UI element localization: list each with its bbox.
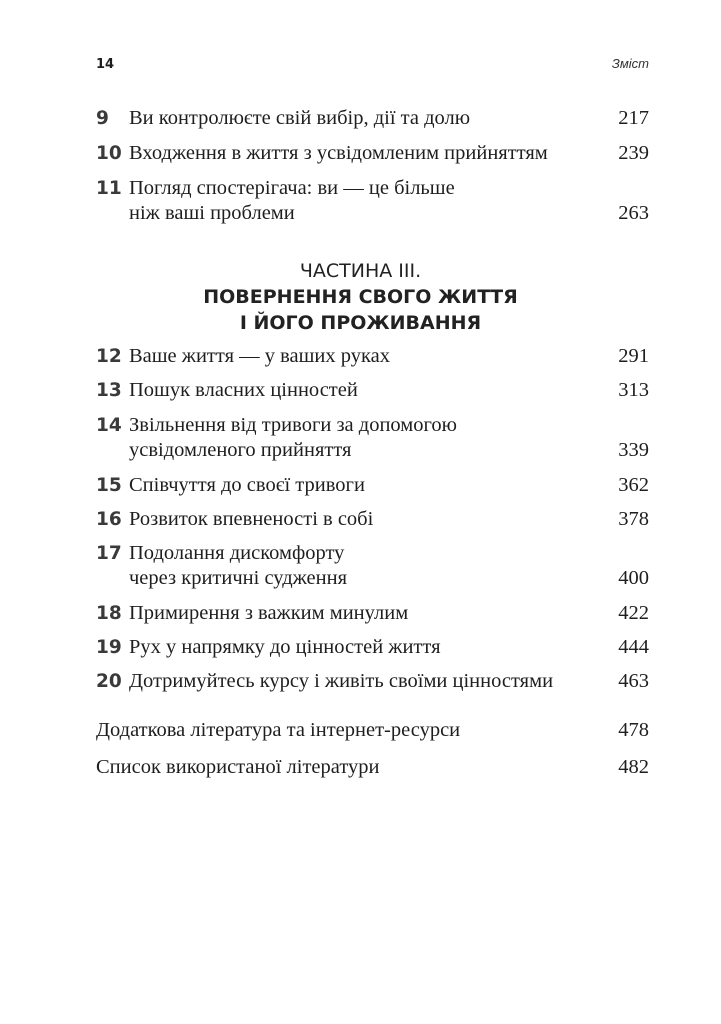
page-ref: 239: [618, 142, 649, 164]
toc-entry[interactable]: [96, 541, 649, 591]
back-matter-title: Список використаної літератури: [96, 756, 380, 778]
part-title-line: ПОВЕРНЕННЯ СВОГО ЖИТТЯ: [203, 286, 518, 308]
page-ref: 400: [618, 567, 649, 589]
page-ref: 362: [618, 474, 649, 496]
part-heading: [0, 258, 721, 336]
toc-entry[interactable]: [96, 473, 649, 498]
toc-entry[interactable]: [96, 378, 649, 403]
chapter-number: 10: [96, 143, 122, 164]
chapter-title-line: Погляд спостерігача: ви — це більше: [129, 177, 455, 199]
toc-entry[interactable]: [96, 176, 649, 226]
chapter-number: 19: [96, 637, 122, 658]
running-header-section: Зміст: [611, 56, 649, 71]
chapter-title-line: Подолання дискомфорту: [129, 542, 345, 564]
page-ref: 463: [618, 670, 649, 692]
toc-entry[interactable]: [96, 106, 649, 131]
chapter-title: Примирення з важким минулим: [129, 602, 409, 624]
page-ref: 378: [618, 508, 649, 530]
chapter-title-line: Звільнення від тривоги за допомогою: [129, 414, 457, 436]
page-ref: 422: [618, 602, 649, 624]
part-title-line: І ЙОГО ПРОЖИВАННЯ: [239, 312, 482, 334]
chapter-number: 9: [96, 108, 109, 129]
chapter-title: Розвиток впевненості в собі: [129, 508, 374, 530]
page-ref: 482: [618, 756, 649, 778]
chapter-number: 12: [96, 346, 122, 367]
page-ref: 339: [618, 439, 649, 461]
chapter-number: 20: [96, 671, 122, 692]
chapter-number: 14: [96, 415, 122, 436]
chapter-number: 16: [96, 509, 122, 530]
toc-entry[interactable]: [96, 413, 649, 463]
chapter-title: Дотримуйтесь курсу і живіть своїми цінностями: [129, 670, 554, 692]
chapter-number: 15: [96, 475, 122, 496]
page-ref: 313: [618, 379, 649, 401]
page-ref: 217: [618, 107, 649, 129]
toc-entry[interactable]: [96, 344, 649, 369]
page-number: 14: [96, 57, 115, 72]
chapter-title: Рух у напрямку до цінностей життя: [129, 636, 441, 658]
chapter-title-line: ніж ваші проблеми: [129, 202, 295, 224]
page-ref: 263: [618, 202, 649, 224]
page-ref: 478: [618, 719, 649, 741]
part-label: ЧАСТИНА ІІІ.: [299, 260, 422, 282]
toc-entry[interactable]: [96, 669, 649, 694]
chapter-title: Входження в життя з усвідомленим прийняттям: [129, 142, 548, 164]
chapter-number: 11: [96, 178, 122, 199]
chapter-title-line: через критичні судження: [129, 567, 348, 589]
page-ref: 444: [618, 636, 649, 658]
toc-entry[interactable]: [96, 141, 649, 166]
back-matter-title: Додаткова література та інтернет-ресурси: [96, 719, 461, 741]
chapter-title: Ви контролюєте свій вибір, дії та долю: [129, 107, 471, 129]
chapter-title: Пошук власних цінностей: [129, 379, 358, 401]
toc-entry-back-matter[interactable]: [96, 755, 649, 780]
page-ref: 291: [618, 345, 649, 367]
chapter-title-line: усвідомленого прийняття: [129, 439, 352, 461]
chapter-title: Співчуття до своєї тривоги: [129, 474, 365, 496]
chapter-number: 17: [96, 543, 122, 564]
chapter-number: 13: [96, 380, 122, 401]
chapter-title: Ваше життя — у ваших руках: [129, 345, 390, 367]
toc-entry[interactable]: [96, 635, 649, 660]
toc-entry[interactable]: [96, 507, 649, 532]
chapter-number: 18: [96, 603, 122, 624]
toc-entry-back-matter[interactable]: [96, 718, 649, 743]
toc-entry[interactable]: [96, 601, 649, 626]
